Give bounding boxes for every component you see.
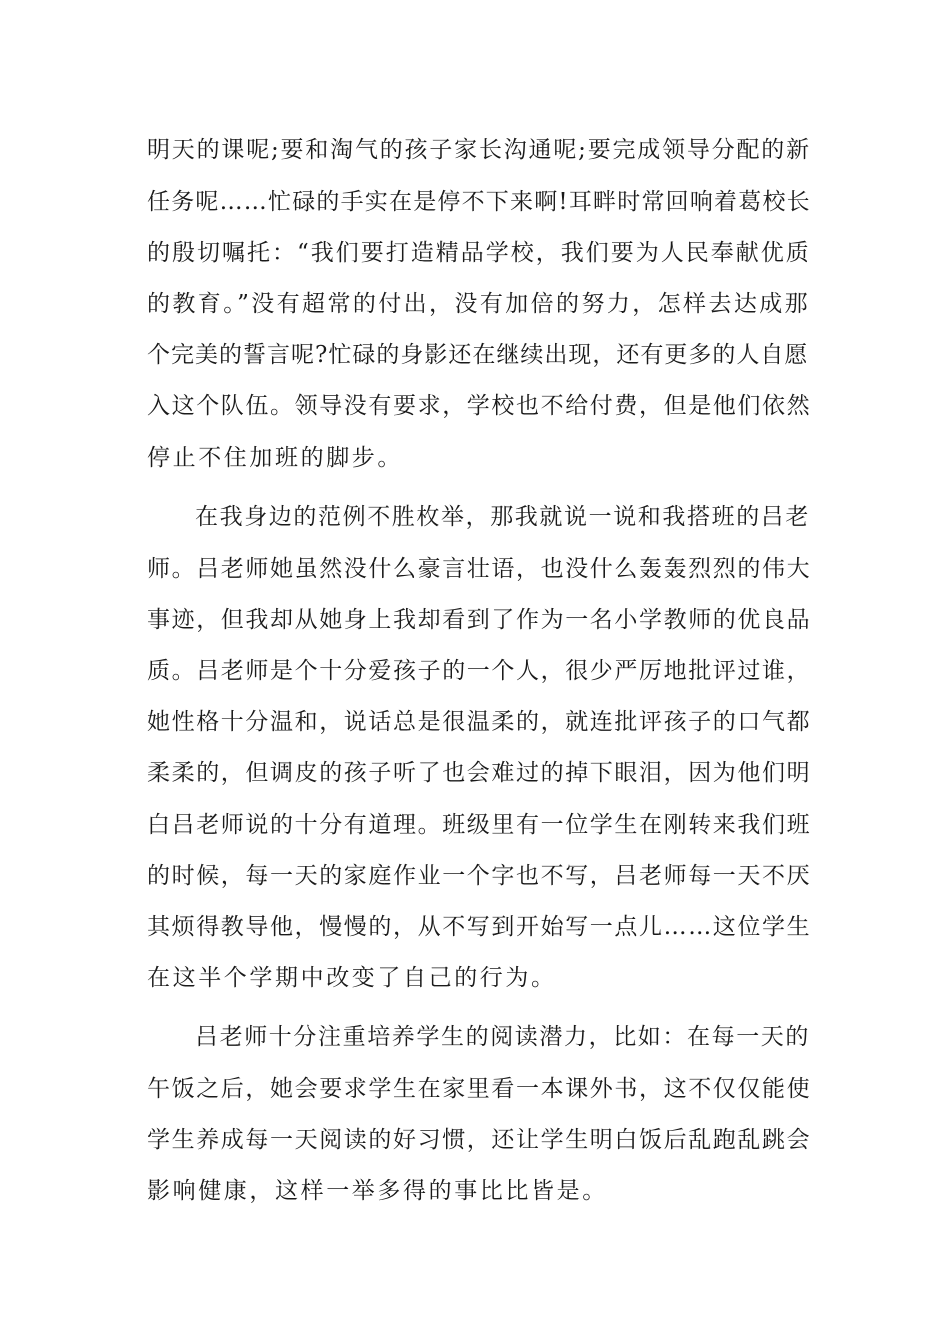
text-line: 师。吕老师她虽然没什么豪言壮语，也没什么轰轰烈烈的伟大 xyxy=(147,556,812,582)
text-line: 在这半个学期中改变了自己的行为。 xyxy=(147,965,557,991)
text-line: 吕老师十分注重培养学生的阅读潜力，比如：在每一天的 xyxy=(195,1024,810,1050)
text-line: 事迹，但我却从她身上我却看到了作为一名小学教师的优良品 xyxy=(147,607,812,633)
text-line: 柔柔的，但调皮的孩子听了也会难过的掉下眼泪，因为他们明 xyxy=(147,760,812,786)
text-line: 其烦得教导他，慢慢的，从不写到开始写一点儿……这位学生 xyxy=(147,914,812,940)
text-line: 入这个队伍。领导没有要求，学校也不给付费，但是他们依然 xyxy=(147,393,812,419)
text-line: 的殷切嘱托：“我们要打造精品学校，我们要为人民奉献优质 xyxy=(147,240,811,266)
text-line: 在我身边的范例不胜枚举，那我就说一说和我搭班的吕老 xyxy=(195,504,810,530)
text-line: 停止不住加班的脚步。 xyxy=(147,445,403,471)
text-line: 任务呢……忙碌的手实在是停不下来啊!耳畔时常回响着葛校长 xyxy=(147,189,811,215)
text-line: 学生养成每一天阅读的好习惯，还让学生明白饭后乱跑乱跳会 xyxy=(147,1127,812,1153)
text-line: 白吕老师说的十分有道理。班级里有一位学生在刚转来我们班 xyxy=(147,812,812,838)
text-line: 她性格十分温和，说话总是很温柔的，就连批评孩子的口气都 xyxy=(147,709,812,735)
text-line: 明天的课呢;要和淘气的孩子家长沟通呢;要完成领导分配的新 xyxy=(147,137,811,163)
text-line: 午饭之后，她会要求学生在家里看一本课外书，这不仅仅能使 xyxy=(147,1076,812,1102)
text-line: 的时候，每一天的家庭作业一个字也不写，吕老师每一天不厌 xyxy=(147,863,812,889)
text-line: 影响健康，这样一举多得的事比比皆是。 xyxy=(147,1178,608,1204)
text-line: 个完美的誓言呢?忙碌的身影还在继续出现，还有更多的人自愿 xyxy=(147,342,809,368)
text-line: 质。吕老师是个十分爱孩子的一个人，很少严厉地批评过谁， xyxy=(147,658,812,684)
text-line: 的教育。”没有超常的付出，没有加倍的努力，怎样去达成那 xyxy=(147,291,811,317)
